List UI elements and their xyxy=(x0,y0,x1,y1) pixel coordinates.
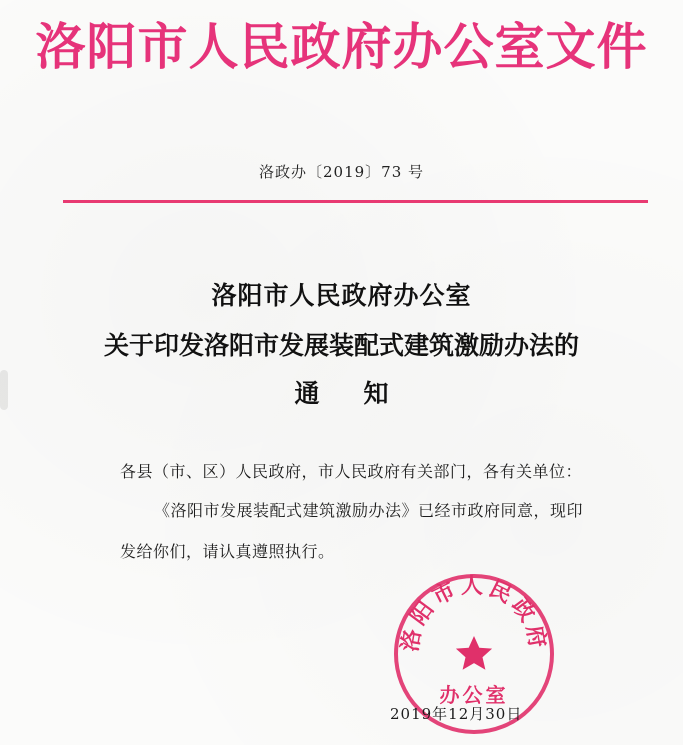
seal-arc-text: 洛阳市人民政府 xyxy=(396,573,552,654)
masthead-title: 洛阳市人民政府办公室文件 xyxy=(35,17,648,76)
seal-star-icon xyxy=(456,636,492,670)
title-line-1: 洛阳市人民政府办公室 xyxy=(211,281,472,310)
red-divider-line xyxy=(63,200,648,203)
body-paragraph-line-1: 《洛阳市发展装配式建筑激励办法》已经市政府同意，现印 xyxy=(154,501,584,520)
title-line-3: 通知 xyxy=(294,379,433,408)
seal-bottom-text: 办公室 xyxy=(439,683,509,707)
document-number: 洛政办〔2019〕73 号 xyxy=(258,163,425,181)
issue-date: 2019年12月30日 xyxy=(390,705,523,723)
body-paragraph-line-2: 发给你们，请认真遵照执行。 xyxy=(120,542,335,561)
title-line-2: 关于印发洛阳市发展装配式建筑激励办法的 xyxy=(103,331,579,360)
addressee: 各县（市、区）人民政府，市人民政府有关部门，各有关单位： xyxy=(120,462,583,481)
